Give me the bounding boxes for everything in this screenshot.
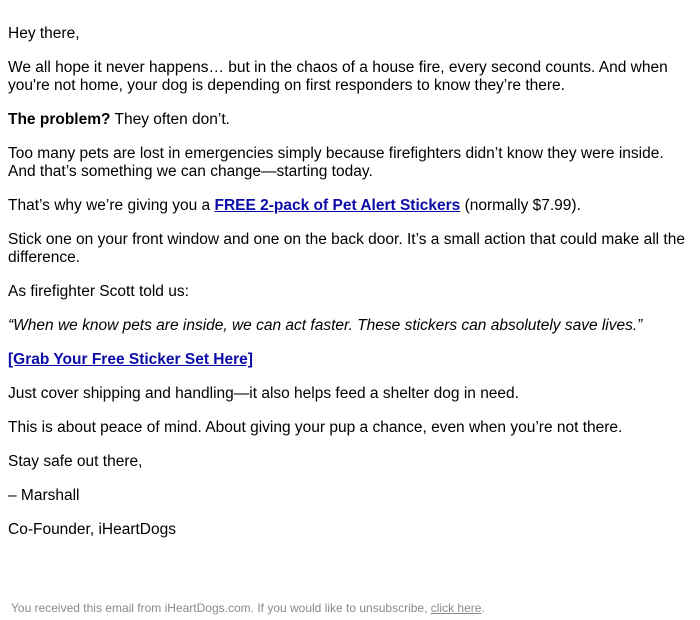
- problem-label: The problem?: [8, 111, 111, 128]
- peace-of-mind-paragraph: This is about peace of mind. About giving your pup a chance, even when you’re not there.: [8, 419, 623, 436]
- sticker-instructions-paragraph: Stick one on your front window and one on the back door. It’s a small action that could make all the difference.: [8, 231, 685, 266]
- footer-text: You received this email from iHeartDogs.com. If you would like to unsubscribe,: [11, 601, 431, 615]
- offer-prefix: That’s why we’re giving you a: [8, 197, 215, 214]
- firefighter-intro: As firefighter Scott told us:: [8, 283, 189, 300]
- unsubscribe-link[interactable]: click here: [430, 601, 482, 615]
- lost-pets-paragraph: Too many pets are lost in emergencies simply because firefighters didn’t know they were inside. And that’s something we can change—starting today.: [8, 145, 664, 180]
- problem-text: They often don’t.: [110, 111, 230, 128]
- signature-title: Co-Founder, iHeartDogs: [8, 521, 176, 538]
- intro-paragraph: We all hope it never happens… but in the chaos of a house fire, every second counts. And when you're not home, your dog is depending on first responders to know they’re there.: [8, 59, 668, 94]
- signoff: Stay safe out there,: [8, 453, 143, 470]
- email-footer: [11, 601, 485, 615]
- greeting: Hey there,: [8, 25, 80, 42]
- email-body: [8, 25, 692, 555]
- shipping-paragraph: Just cover shipping and handling—it also helps feed a shelter dog in need.: [8, 385, 519, 402]
- offer-suffix: (normally $7.99).: [460, 197, 581, 214]
- footer-end: .: [481, 601, 485, 615]
- firefighter-quote: “When we know pets are inside, we can act faster. These stickers can absolutely save lives.”: [8, 317, 643, 334]
- grab-sticker-set-link[interactable]: [Grab Your Free Sticker Set Here]: [8, 351, 253, 368]
- cta-paragraph: [8, 351, 692, 369]
- problem-paragraph: [8, 111, 692, 129]
- signature: – Marshall: [8, 487, 80, 504]
- offer-paragraph: [8, 197, 692, 215]
- free-stickers-link[interactable]: FREE 2-pack of Pet Alert Stickers: [214, 197, 461, 214]
